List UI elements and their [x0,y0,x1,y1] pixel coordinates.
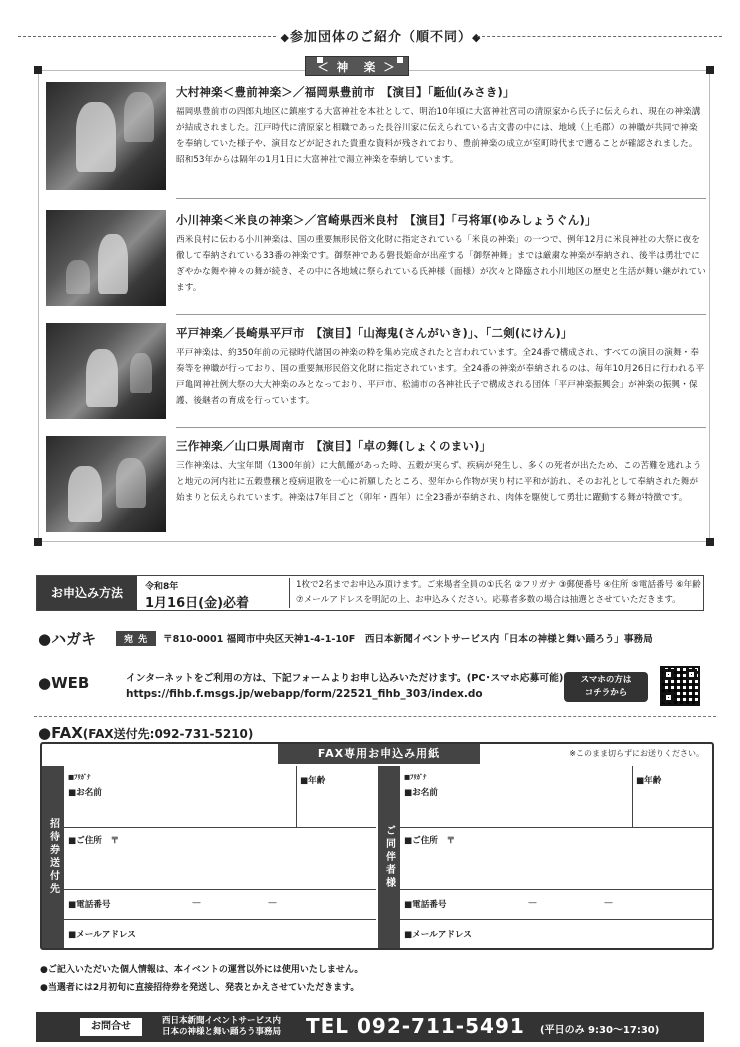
phone-dash: — [528,898,537,908]
apply-description: 1枚で2名までお申込み頂けます。ご来場者全員の①氏名 ②フリガナ ③郵便番号 ④住所 ⑤電話番号 ⑥年齢 ⑦メールアドレスを明記の上、お申込みください。応募者多数の場合は抽選とさせていただきます。 [289,578,703,608]
org-line: 日本の神様と舞い踊ろう事務局 [162,1027,282,1037]
dashed-rule-right [477,36,722,37]
contact-organization [162,1016,281,1038]
entry-body: 福岡県豊前市の四郎丸地区に鎮座する大富神社を本社として、明治10年頃に大富神社宮司の清原家から氏子に伝えられ、現在の神楽講が結成されました。江戸時代に清原家と相職であった長谷川家に伝えられている古文書の中には、地域（上毛郡）の神職が共同で神楽を奉納していた様子や、演目などが記された貴重な資料が残されており、豊前神楽の成立が室町時代まで遡ることが確認されました。昭和53年からは隔年の1月1日に大富神社で湯立神楽を奉納しています。 [176,107,701,165]
entry-heading: 小川神楽＜米良の神楽＞／宮崎県西米良村 【演目】「弓将軍(ゆみしょうぐん)」 [176,213,597,227]
entry-heading: 平戸神楽／長崎県平戸市 【演目】「山海鬼(さんがいき)」、「二剣(にけん)」 [176,326,573,340]
contact-bar [36,1012,704,1042]
bubble-line: コチラから [584,688,628,698]
dashed-separator [34,716,716,717]
category-tag: ＜ 神 楽 ＞ [305,56,409,76]
dashed-rule-left [18,36,276,37]
entry-heading: 大村神楽＜豊前神楽＞／福岡県豊前市 【演目】「駈仙(みさき)」 [176,85,515,99]
deadline [139,576,289,610]
contact-label: お問合せ [80,1018,142,1036]
age-label: ■年齢 [300,776,326,786]
address-row[interactable] [400,828,712,890]
web-section [38,664,728,708]
phone-number[interactable]: TEL 092-711-5491 [306,1014,525,1038]
recipient-panel [64,766,376,948]
entry-body: 平戸神楽は、約350年前の元禄時代諸国の神楽の粋を集め完成されたと言われています。全24番で構成され、すべての演目の演舞・奉奏等を神職が行っており、国の重要無形民俗文化財に指定されています。全24番の神楽が奉納されるのは、毎年10月26日に行われる平戸亀岡神社例大祭の大大神楽のみとなっており、平戸市、松浦市の各神社氏子で構成される団体「平戸神楽振興会」が神楽の振興・保護、後継者の育成を行っています。 [176,348,705,406]
deadline-date: 1月16日(金)必着 [145,596,250,611]
group-entry [46,436,706,532]
age-label: ■年齢 [636,776,662,786]
phone-label: ■電話番号 [68,900,111,910]
corner-mark [706,66,714,74]
address-label: ■ご住所 〒 [68,836,120,846]
address-row[interactable] [64,828,376,890]
entry-body: 三作神楽は、大宝年間（1300年前）に大飢饉があった時、五穀が実らず、疾病が発生し、多くの死者が出たため、この苦難を逃れようと地元の河内社に五穀豊穣と疫病退散を一心に祈願したところ、翌年から作物が実り村に平和が訪れ、そのお礼として奉納された舞が始まりと伝えられています。神楽は7年目ごと（卯年・酉年）に全23番が奉納され、肉体を駆使して勇壮に躍動する舞が特徴です。 [176,461,702,503]
web-description: インターネットをご利用の方は、下記フォームよりお申し込みいただけます。(PC･スマホ応募可能) [126,673,564,684]
fax-number: (FAX送付先:092-731-5210) [82,727,254,741]
name-row[interactable] [64,766,376,828]
name-label: ■お名前 [68,788,102,798]
diamond-icon: ◆ [472,31,482,44]
diamond-icon: ◆ [280,31,290,44]
section-title [266,26,496,45]
postcard-title: ●ハガキ [38,630,97,648]
divider [632,766,633,828]
qr-code-icon[interactable] [660,666,700,706]
postcard-section [38,630,728,648]
divider [176,427,706,428]
fax-form [40,742,714,950]
divider [296,766,297,828]
smartphone-bubble [564,672,648,702]
apply-method [36,575,704,611]
postal-address: 〒810-0001 福岡市中央区天神1-4-1-10F 西日本新聞イベントサービス内「日本の神様と舞い踊ろう」事務局 [163,634,653,645]
apply-label: お申込み方法 [37,576,137,610]
office-hours: (平日のみ 9:30〜17:30) [540,1025,660,1036]
privacy-notice: ●ご記入いただいた個人情報は、本イベントの運営以外には使用いたしません。 [40,965,364,975]
corner-mark [34,538,42,546]
fax-form-title: FAX専用お申込み用紙 [278,744,480,764]
performance-photo [46,82,166,190]
group-entry [46,210,706,306]
fax-label: ●FAX [38,724,83,742]
fax-title [38,724,253,742]
email-label: ■メールアドレス [68,930,136,940]
invite-recipient-label: 招待券送付先 [42,766,64,948]
entry-heading: 三作神楽／山口県周南市 【演目】「卓の舞(しょくのまい)」 [176,439,492,453]
corner-mark [706,538,714,546]
performance-photo [46,323,166,419]
web-title: ●WEB [38,674,90,692]
phone-label: ■電話番号 [404,900,447,910]
section-header [18,24,722,48]
entry-body: 西米良村に伝わる小川神楽は、国の重要無形民俗文化財に指定されている「米良の神楽」の一つで、例年12月に米良神社の大祭に夜を徹して奉納されている33番の神楽です。御祭神である磐長姫命が出産する「御祭神舞」までは厳粛な神楽が奉納され、後半は勇壮でにぎやかな舞や神々の舞が続き、その中に各地域に祭られている氏神様（面様）が次々と降臨され小川地区の歴史と生活が舞い継がれています。 [176,235,706,293]
divider [176,198,706,199]
winner-notice: ●当選者には2月初旬に直接招待券を発送し、発表とかえさせていただきます。 [40,983,360,993]
name-label: ■お名前 [404,788,438,798]
web-url-link[interactable]: https://fihb.f.msgs.jp/webapp/form/22521_fihb_303/index.do [126,688,483,700]
phone-dash: — [268,898,277,908]
section-title-text: 参加団体のご紹介（順不同） [289,30,472,45]
corner-mark [34,66,42,74]
address-badge: 宛 先 [116,631,156,646]
furigana-label: ■ﾌﾘｶﾞﾅ [404,773,427,781]
email-row[interactable] [64,920,376,948]
performance-photo [46,436,166,532]
org-line: 西日本新聞イベントサービス内 [162,1016,282,1026]
email-row[interactable] [400,920,712,948]
phone-row[interactable] [400,890,712,920]
address-label: ■ご住所 〒 [404,836,456,846]
phone-dash: — [192,898,201,908]
phone-row[interactable] [64,890,376,920]
group-entry [46,82,706,194]
companion-label: ご同伴者様 [378,766,400,948]
companion-panel [400,766,712,948]
email-label: ■メールアドレス [404,930,472,940]
deadline-year: 令和8年 [145,582,179,592]
fax-note: ※このまま切らずにお送りください。 [569,749,704,758]
performance-photo [46,210,166,306]
name-row[interactable] [400,766,712,828]
furigana-label: ■ﾌﾘｶﾞﾅ [68,773,91,781]
group-entry [46,323,706,419]
bubble-line: スマホの方は [580,675,632,685]
phone-dash: — [604,898,613,908]
divider [176,314,706,315]
